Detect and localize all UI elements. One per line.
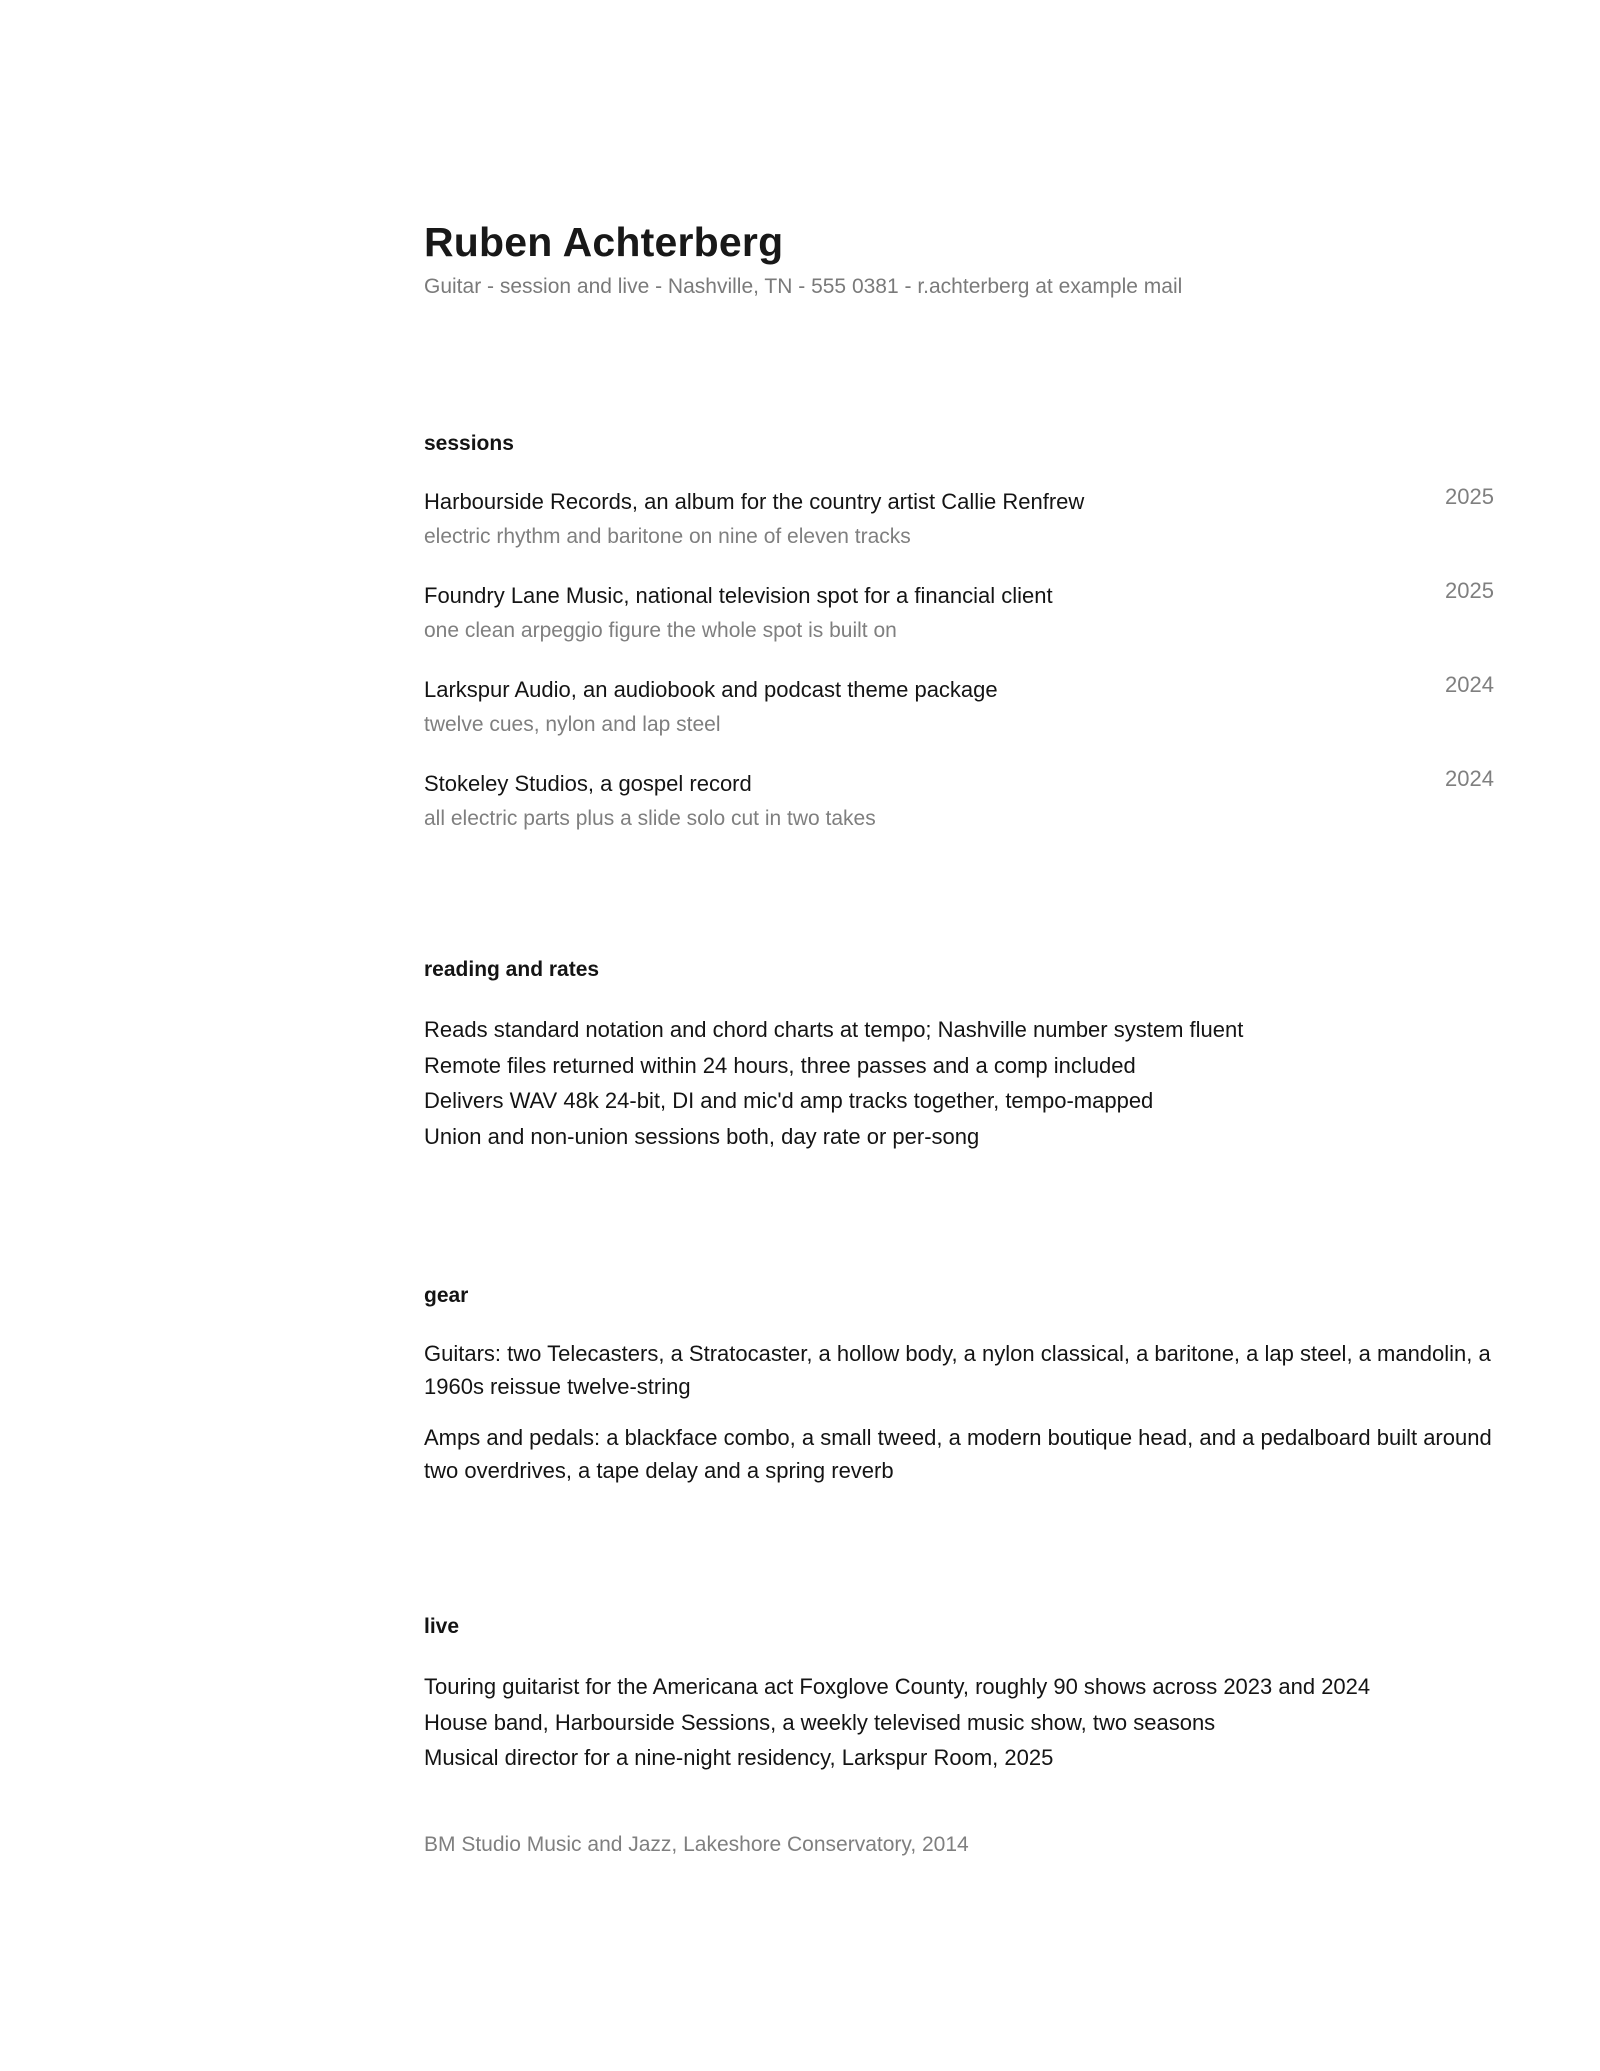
gear-list xyxy=(424,1337,1494,1487)
session-detail: one clean arpeggio figure the whole spot is built on xyxy=(424,619,897,642)
session-item xyxy=(424,580,1494,674)
gear-paragraph: Guitars: two Telecasters, a Stratocaster, a hollow body, a nylon classical, a baritone, a lap steel, a mandolin, a 1960s reissue twelve-string xyxy=(424,1341,1491,1399)
session-item xyxy=(424,768,1494,862)
education-line: BM Studio Music and Jazz, Lakeshore Conservatory, 2014 xyxy=(424,1832,969,1856)
session-title: Foundry Lane Music, national television spot for a financial client xyxy=(424,583,1053,608)
reading-rates-line: Remote files returned within 24 hours, three passes and a comp included xyxy=(424,1052,1136,1078)
reading-rates-line: Delivers WAV 48k 24-bit, DI and mic'd amp tracks together, tempo-mapped xyxy=(424,1088,1154,1113)
session-title: Stokeley Studios, a gospel record xyxy=(424,771,752,796)
reading-rates-line: Union and non-union sessions both, day rate or per-song xyxy=(424,1123,980,1149)
session-year: 2024 xyxy=(1445,672,1494,697)
sessions-list xyxy=(424,486,1494,862)
live-list xyxy=(424,1669,1494,1776)
session-year: 2024 xyxy=(1445,766,1494,791)
session-detail: electric rhythm and baritone on nine of eleven tracks xyxy=(424,525,911,548)
session-title: Larkspur Audio, an audiobook and podcast theme package xyxy=(424,677,998,702)
contact-line: Guitar - session and live - Nashville, TN - 555 0381 - r.achterberg at example mail xyxy=(424,275,1183,298)
gear-heading: gear xyxy=(424,1284,469,1307)
live-heading: live xyxy=(424,1615,460,1638)
live-line: Touring guitarist for the Americana act Foxglove County, roughly 90 shows across 2023 and 2024 xyxy=(424,1674,1371,1699)
session-item xyxy=(424,674,1494,768)
resume-name: Ruben Achterberg xyxy=(424,219,784,265)
reading-rates-list xyxy=(424,1012,1494,1154)
live-line: Musical director for a nine-night residency, Larkspur Room, 2025 xyxy=(424,1745,1054,1770)
reading-rates-line: Reads standard notation and chord charts at tempo; Nashville number system fluent xyxy=(424,1017,1244,1042)
session-year: 2025 xyxy=(1445,578,1494,603)
session-year: 2025 xyxy=(1445,484,1494,509)
session-detail: twelve cues, nylon and lap steel xyxy=(424,713,721,736)
session-detail: all electric parts plus a slide solo cut in two takes xyxy=(424,807,876,830)
resume-page xyxy=(424,214,1494,1860)
session-title: Harbourside Records, an album for the country artist Callie Renfrew xyxy=(424,489,1085,514)
gear-paragraph: Amps and pedals: a blackface combo, a small tweed, a modern boutique head, and a pedalboard built around two overdrives, a tape delay and a spring reverb xyxy=(424,1425,1492,1483)
session-item xyxy=(424,486,1494,580)
sessions-heading: sessions xyxy=(424,432,514,455)
live-line: House band, Harbourside Sessions, a weekly televised music show, two seasons xyxy=(424,1709,1216,1735)
reading-rates-heading: reading and rates xyxy=(424,958,600,981)
